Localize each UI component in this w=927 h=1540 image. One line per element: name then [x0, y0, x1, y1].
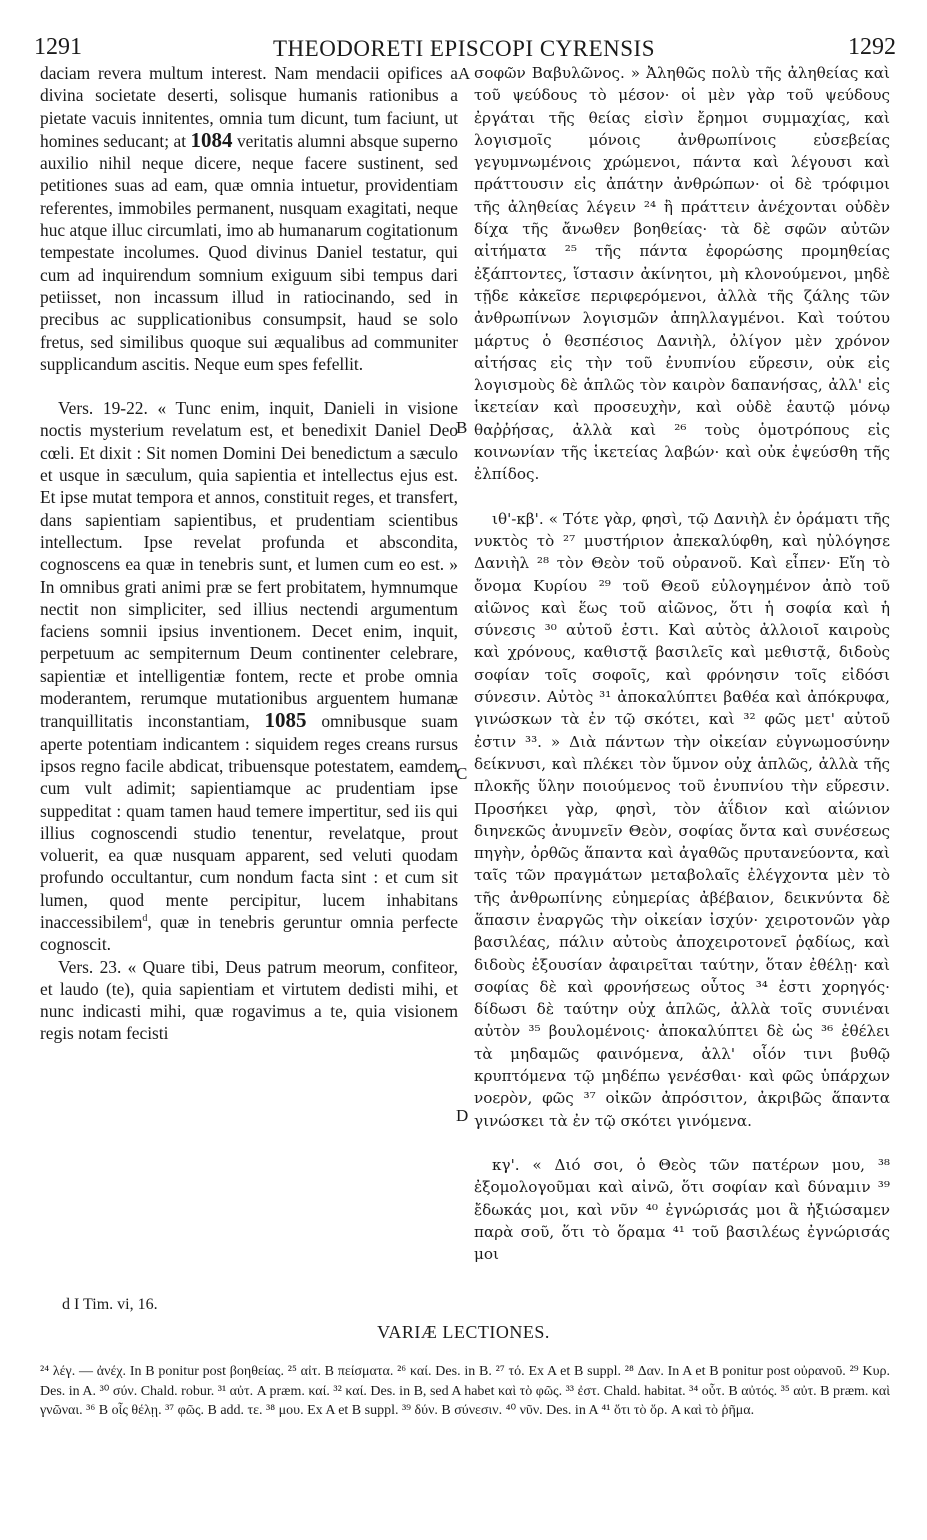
variae-lectiones-text: ²⁴ λέγ. — ἀνέχ. In B ponitur post βοηθείας. ²⁵ αἰτ. B πείσματα. ²⁶ καί. Des. in B. ²⁷ τό. Ex A et B suppl. ²⁸ Δαν. In A et B ponitur post οὐρανοῦ. ²⁹ Κυρ. Des. in A. ³⁰ σύν. Chald. robur. ³¹ αὐτ. A præm. καί. ³² καί. Des. in B, sed A habet καὶ τὸ φῶς. ³³ ἐστ. Chald. habitat. ³⁴ οὗτ. B αὐτός. ³⁵ αὐτ. B præm. καὶ γνῶναι. ³⁶ B οἷς θέλῃ. ³⁷ φῶς. B add. τε. ³⁸ μου. Ex A et B suppl. ³⁹ δύν. B σύνεσιν. ⁴⁰ νῦν. Des. in A ⁴¹ ὅτι τὸ ὅρ. A καὶ τὸ ῥῆμα. [40, 1364, 890, 1419]
greek-paragraph-3: κγ'. « Διό σοι, ὁ Θεὸς τῶν πατέρων μου, ³⁸ ἐξομολογοῦμαι καὶ αἰνῶ, ὅτι σοφίαν καὶ δύναμιν ³⁹ ἔδωκάς μοι, καὶ νῦν ⁴⁰ ἐγνώρισάς μοι ἃ ἠξιώσαμεν παρὰ σοῦ, ὅτι τὸ ὅραμα ⁴¹ τοῦ βασιλέως ἐγνώρισάς μοι [474, 1155, 890, 1264]
latin-text: Vers. 19-22. « Tunc enim, inquit, Danieli in visione noctis mysterium revelatum est, et benedixit Daniel Deo cœli. Et dixit : Sit nomen Domini Dei benedictum a sæculo et usque in sæculum, quia sapientia et intellectus ejus est. Et ipse mutat tempora et annos, constituit reges, et transfert, dans sapientiam sapientibus, et prudentiam scientibus intellectum. Ipse revelat profunda et abscondita, cognoscens ea quæ in tenebris sunt, et lumen cum eo est. » In omnibus grati animi præ se fert probitatem, hymnumque nectit non simpliciter, sed illius nectendi argumentum faciens somnii ipsius inventionem. Decet enim, inquit, perpetuum ac sempiternum Deum continenter celebrare, sapientiæ et intelligentiæ fontem, recte et probe omnia moderantem, rerumque mutationibus arguentem humanæ tranquillitatis inconstantiam, [40, 398, 458, 732]
latin-paragraph-3: Vers. 23. « Quare tibi, Deus patrum meorum, confiteor, et laudo (te), quia sapientiam et virtutem dedisti mihi, et nunc indicasti mihi, quæ rogavimus a te, quia visionem regis notam fecisti [40, 956, 458, 1044]
running-title: THEODORETI EPISCOPI CYRENSIS [272, 36, 656, 61]
greek-column [474, 62, 890, 1265]
latin-text: omnibusque suam aperte potentiam indicantem : siquidem reges creans rursus ipsos regno facile abdicat, tribuensque potestatem, eamdem cum vult adimit; sapientiamque ac prudentiam ipse suppeditat : quam tamen haud temere impertitur, sed iis qui illius cognoscendi studio tenentur, revelatque, prout voluerit, ea quæ nusquam apparent, sed veluti quodam profundo occultantur, cum nondum facta sint : et cum sit lumen, quod mente percipitur, lucem inhabitans inaccessibilem [40, 711, 458, 932]
page-header [24, 34, 904, 64]
greek-paragraph-1: σοφῶν Βαβυλῶνος. » Ἀληθῶς πολὺ τῆς ἀληθείας καὶ τοῦ ψεύδους τὸ μέσον· οἱ μὲν γὰρ τοῦ ψεύδους ἐργάται τῆς θείας εἰσὶν ἔρημοι συμμαχίας, καὶ λογισμοῖς μόνοις ἀνθρωπίνοις εὐσεβείας γεγυμνωμένοις χρώμενοι, πάντα καὶ λέγουσι καὶ πράττουσιν εἰς ἀπάτην ἀνθρώπων· οἱ δὲ τρόφιμοι τῆς ἀληθείας λέγειν ²⁴ ἢ πράττειν ἀνέχονται οὐδὲν δίχα τῆς ἄνωθεν βοηθείας· τὰ δὲ σφῶν αὐτῶν αἰτήματα ²⁵ τῆς πάντα ἐφορώσης προμηθείας ἐξάπτοντες, ἵστασιν ἀκίνητοι, μὴ κλονούμενοι, μηδὲ τῇδε κἀκεῖσε περιφερόμενοι, ἀλλὰ τῆς ζάλης τῶν ἀνθρωπίνων λογισμῶν ἀπηλλαγμένοι. Καὶ τούτου μάρτυς ὁ θεσπέσιος Δανιὴλ, ὀλίγον μὲν χρόνον αἰτήσας εἰς τὴν τοῦ ἐνυπνίου εὕρεσιν, οὐκ εἰς λογισμοὺς δὲ ἁπλῶς τὸν καιρὸν δαπανήσας, ἀλλ' εἰς ἱκετείαν καὶ προσευχὴν, καὶ οὐδὲ ἑαυτῷ μόνῳ θαῤῥήσας, ἀλλὰ καὶ ²⁶ τοὺς ὁμοτρόπους εἰς κοινωνίαν τῆς ἱκετείας λαβών· καὶ οὐκ ἐψεύσθη τῆς ἐλπίδος. [474, 64, 890, 484]
footnote-ref-d: d [142, 913, 148, 925]
page-number-right: 1292 [848, 34, 896, 60]
variae-lectiones-title: VARIÆ LECTIONES. [377, 1322, 550, 1342]
column-number-1084: 1084 [190, 127, 233, 152]
margin-letter-a: A [458, 64, 471, 83]
margin-letter-d: D [456, 1106, 469, 1125]
margin-letter-c: C [456, 764, 468, 783]
latin-paragraph-1 [40, 62, 458, 375]
page-number-left: 1291 [34, 34, 82, 60]
column-number-1085: 1085 [264, 708, 307, 733]
latin-text: , quæ in tenebris geruntur omnia perfecte cognoscit. [40, 911, 458, 955]
margin-letter-b: B [456, 418, 468, 437]
latin-paragraph-2 [40, 397, 458, 955]
latin-text: daciam revera multum interest. Nam mendacii opifices a divina societate deserti, solisque humanis rationibus a pietate vacuis innitentes, omnia tum dicunt, tum faciunt, ut homines seducant; at [40, 63, 458, 151]
latin-column [40, 62, 458, 1045]
greek-paragraph-2: ιθ'-κβ'. « Τότε γὰρ, φησὶ, τῷ Δανιὴλ ἐν ὁράματι τῆς νυκτὸς τὸ ²⁷ μυστήριον ἀπεκαλύφθη, καὶ ηὐλόγησε Δανιὴλ ²⁸ τὸν Θεὸν τοῦ οὐρανοῦ. Καὶ εἶπεν· Εἴη τὸ ὄνομα Κυρίου ²⁹ τοῦ Θεοῦ εὐλογημένον ἀπὸ τοῦ αἰῶνος καὶ ἕως τοῦ αἰῶνος, ὅτι ἡ σοφία καὶ ἡ σύνεσις ³⁰ αὐτοῦ ἐστι. Καὶ αὐτὸς ἀλλοιοῖ καιροὺς καὶ χρόνους, καθιστᾷ βασιλεῖς καὶ μεθιστᾷ, διδοὺς σοφίαν τοῖς σοφοῖς, καὶ φρόνησιν τοῖς εἰδόσι σύνεσιν. Αὐτὸς ³¹ ἀποκαλύπτει βαθέα καὶ ἀπόκρυφα, γινώσκων τὰ ἐν τῷ σκότει, καὶ ³² φῶς μετ' αὐτοῦ ἐστιν ³³. » Διὰ πάντων τὴν οἰκείαν εὐγνωμοσύνην δείκνυσι, καὶ πλέκει τὸν ὕμνον οὐχ ἁπλῶς, ἀλλὰ τῆς πλοκῆς ὕλην ποιούμενος τοῦ ἐνυπνίου τὴν εὕρεσιν. Προσήκει γὰρ, φησὶ, τὸν ἀΐδιον καὶ αἰώνιον διηνεκῶς ἀνυμνεῖν Θεὸν, σοφίας ὄντα καὶ συνέσεως πηγὴν, ὀρθῶς ἅπαντα καὶ ἀγαθῶς πρυτανεύοντα, καὶ ταῖς τῶν πραγμάτων μεταβολαῖς ἐλέγχοντα μὲν τὸ τῆς ἀνθρωπίνης εὐημερίας ἀβέβαιον, δεικνύντα δὲ ἅπασιν ἐναργῶς τὴν οἰκείαν ἰσχύν· χειροτονῶν γὰρ βασιλέας, πάλιν αὐτοὺς ἀποχειροτονεῖ ῥᾳδίως, καὶ διδοὺς ἐξουσίαν ἀφαιρεῖται ταύτην, ὅταν ἐθέλῃ· καὶ σοφίας δὲ καὶ φρονήσεως οὗτος ³⁴ ἐστι χορηγός· δίδωσι δὲ ταύτην οὐχ ἁπλῶς, ἀλλὰ τοῖς συνιέναι αὐτὸν ³⁵ βουλομένοις· ἀποκαλύπτει δὲ ὡς ³⁶ ἐθέλει τὰ μηδαμῶς φαινόμενα, ἀλλ' οἷόν τινι βυθῷ κρυπτόμενα τῷ μηδέπω γενέσθαι· καὶ φῶς ὑπάρχων νοερὸν, φῶς ³⁷ οἰκῶν ἀπρόσιτον, ἀκριβῶς ἅπαντα γινώσκει τὰ ἐν τῷ σκότει γινόμενα. [474, 509, 890, 1130]
latin-text: veritatis alumni absque superno auxilio nihil neque dicere, neque facere sustinent, sed petitiones suas ad eam, quæ omnia intuetur, providentiam referentes, immobiles permanent, nusquam exagitati, neque huc atque illuc circumlati, imo ab humanarum cogitationum tempestate incolumes. Quod divinus Daniel testatur, qui cum ad inquirendum somnium exiguum sibi tempus dari petiisset, non incassum illud in ratiocinando, sed in precibus ac supplicationibus consumpsit, haud se solo fretus, sed similibus quoque sui æqualibus ad communiter supplicandum ascitis. Neque eum spes fefellit. [40, 130, 458, 374]
footnote: d I Tim. vi, 16. [62, 1296, 158, 1313]
